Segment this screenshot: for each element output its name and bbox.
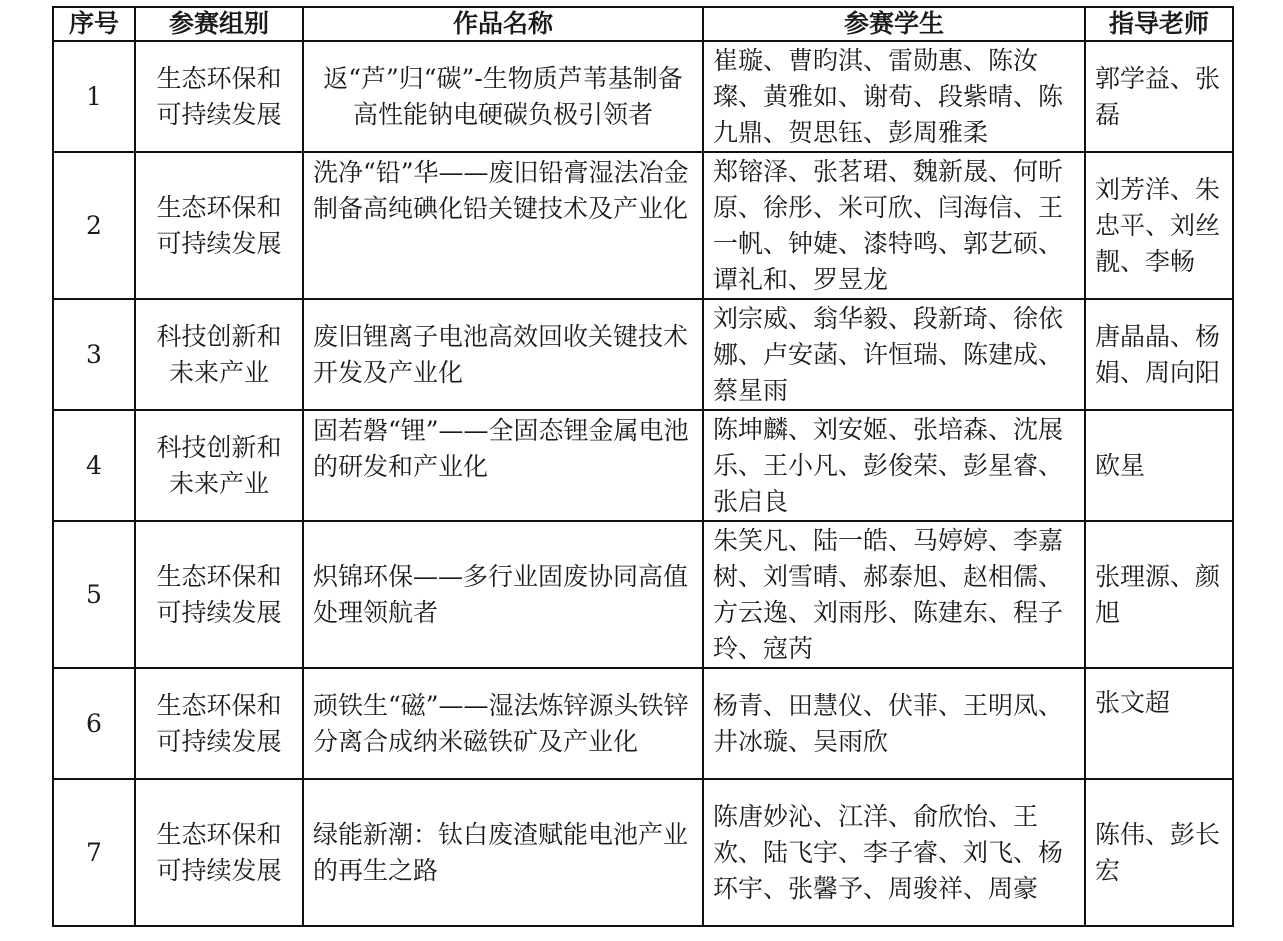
row-teachers: 张文超 <box>1085 668 1233 779</box>
row-students: 杨青、田慧仪、伏菲、王明凤、井冰璇、吴雨欣 <box>703 668 1085 779</box>
row-teachers: 唐晶晶、杨娟、周向阳 <box>1085 299 1233 410</box>
row-teachers: 刘芳洋、朱忠平、刘丝靓、李畅 <box>1085 152 1233 299</box>
table-row <box>53 779 1233 926</box>
table-row <box>53 299 1233 410</box>
row-teachers: 陈伟、彭长宏 <box>1085 779 1233 926</box>
header-group: 参赛组别 <box>135 7 303 41</box>
row-title: 固若磐“锂”——全固态锂金属电池的研发和产业化 <box>303 410 703 521</box>
row-group: 生态环保和可持续发展 <box>135 152 303 299</box>
row-no: 4 <box>53 410 135 521</box>
row-title: 绿能新潮：钛白废渣赋能电池产业的再生之路 <box>303 779 703 926</box>
table-row <box>53 668 1233 779</box>
row-title: 炽锦环保——多行业固废协同高值处理领航者 <box>303 521 703 668</box>
table-header-row <box>53 7 1233 41</box>
row-group: 生态环保和可持续发展 <box>135 779 303 926</box>
row-title: 洗净“铅”华——废旧铅膏湿法冶金制备高纯碘化铅关键技术及产业化 <box>303 152 703 299</box>
table-row <box>53 152 1233 299</box>
award-list-sheet <box>52 6 1234 927</box>
row-teachers: 张理源、颜旭 <box>1085 521 1233 668</box>
row-no: 1 <box>53 41 135 152</box>
table-row <box>53 521 1233 668</box>
row-group: 生态环保和可持续发展 <box>135 521 303 668</box>
row-group: 科技创新和未来产业 <box>135 299 303 410</box>
row-no: 5 <box>53 521 135 668</box>
row-title: 废旧锂离子电池高效回收关键技术开发及产业化 <box>303 299 703 410</box>
table-row <box>53 410 1233 521</box>
row-students: 朱笑凡、陆一皓、马婷婷、李嘉树、刘雪晴、郝泰旭、赵相儒、方云逸、刘雨彤、陈建东、程子玲、寇芮 <box>703 521 1085 668</box>
row-students: 崔璇、曹昀淇、雷勋惠、陈汝璨、黄雅如、谢荀、段紫晴、陈九鼎、贺思钰、彭周雅柔 <box>703 41 1085 152</box>
header-no: 序号 <box>53 7 135 41</box>
header-teachers: 指导老师 <box>1085 7 1233 41</box>
row-group: 科技创新和未来产业 <box>135 410 303 521</box>
participants-table <box>52 6 1234 927</box>
row-group: 生态环保和可持续发展 <box>135 668 303 779</box>
row-teachers: 欧星 <box>1085 410 1233 521</box>
header-students: 参赛学生 <box>703 7 1085 41</box>
row-group: 生态环保和可持续发展 <box>135 41 303 152</box>
row-students: 郑镕泽、张茗珺、魏新晟、何昕原、徐彤、米可欣、闫海信、王一帆、钟婕、漆特鸣、郭艺硕、谭礼和、罗昱龙 <box>703 152 1085 299</box>
row-students: 刘宗威、翁华毅、段新琦、徐依娜、卢安菡、许恒瑞、陈建成、蔡星雨 <box>703 299 1085 410</box>
row-no: 3 <box>53 299 135 410</box>
row-no: 2 <box>53 152 135 299</box>
row-title: 返“芦”归“碳”-生物质芦苇基制备高性能钠电硬碳负极引领者 <box>303 41 703 152</box>
row-students: 陈坤麟、刘安姬、张培森、沈展乐、王小凡、彭俊荣、彭星睿、张启良 <box>703 410 1085 521</box>
row-title: 顽铁生“磁”——湿法炼锌源头铁锌分离合成纳米磁铁矿及产业化 <box>303 668 703 779</box>
row-students: 陈唐妙沁、江洋、俞欣怡、王欢、陆飞宇、李子睿、刘飞、杨环宇、张馨予、周骏祥、周豪 <box>703 779 1085 926</box>
row-teachers: 郭学益、张磊 <box>1085 41 1233 152</box>
row-no: 7 <box>53 779 135 926</box>
header-title: 作品名称 <box>303 7 703 41</box>
table-row <box>53 41 1233 152</box>
row-no: 6 <box>53 668 135 779</box>
